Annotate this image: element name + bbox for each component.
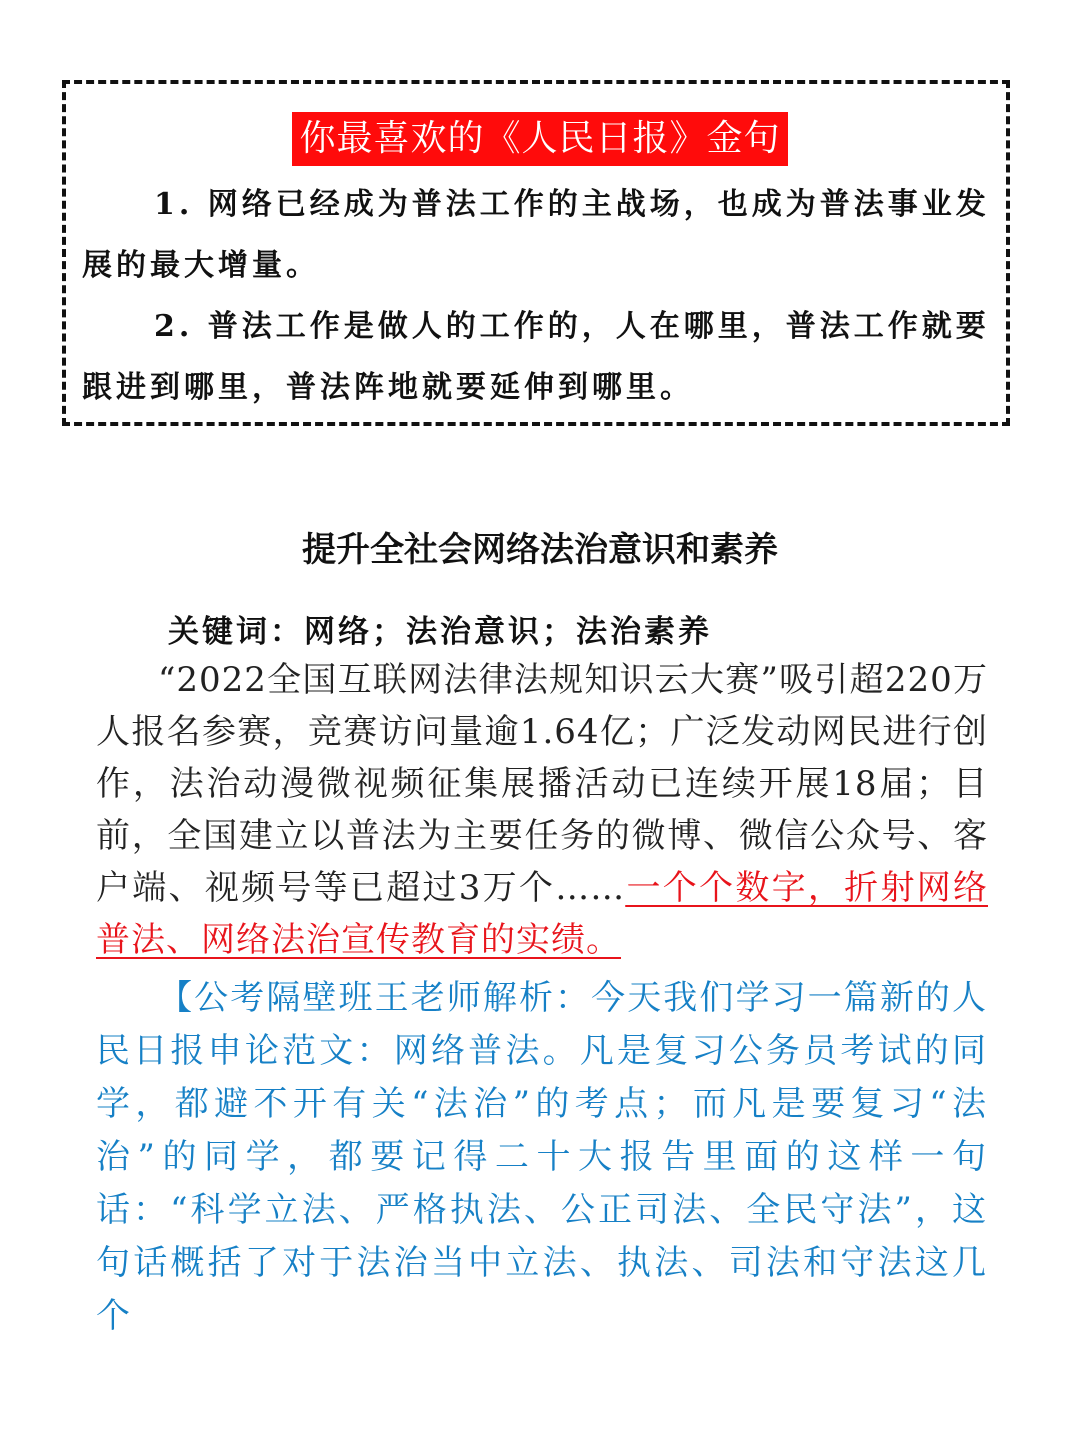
quote-item-1-text: 1. 网络已经成为普法工作的主战场，也成为普法事业发展的最大增量。 bbox=[82, 187, 990, 283]
body-highlight-text: 一个个数字，折射网络普法、网络法治宣传教育的实绩。 bbox=[96, 868, 988, 960]
teacher-analysis-paragraph bbox=[96, 972, 988, 1343]
article-keywords: 关键词：网络；法治意识；法治素养 bbox=[168, 614, 712, 650]
article-body-paragraph bbox=[96, 654, 988, 966]
article-title: 提升全社会网络法治意识和素养 bbox=[302, 530, 778, 570]
golden-quotes-box bbox=[62, 80, 1010, 426]
analysis-text: 【公考隔壁班王老师解析：今天我们学习一篇新的人民日报申论范文：网络普法。凡是复习公务员考试的同学，都避不开有关“法治”的考点；而凡是要复习“法治”的同学，都要记得二十大报告里面的这样一句话：“科学立法、严格执法、公正司法、全民守法”，这句话概括了对于法治当中立法、执法、司法和守法这几个 bbox=[96, 978, 988, 1336]
quote-item-2 bbox=[82, 296, 994, 418]
quote-box-title: 你最喜欢的《人民日报》金句 bbox=[292, 112, 788, 166]
body-plain-text: “2022全国互联网法律法规知识云大赛”吸引超220万人报名参赛，竞赛访问量逾1.64亿；广泛发动网民进行创作，法治动漫微视频征集展播活动已连续开展18届；目前，全国建立以普法为主要任务的微博、微信公众号、客户端、视频号等已超过3万个…… bbox=[96, 660, 988, 908]
quote-item-1 bbox=[82, 174, 994, 296]
quote-item-2-text: 2. 普法工作是做人的工作的，人在哪里，普法工作就要跟进到哪里，普法阵地就要延伸到哪里。 bbox=[82, 309, 990, 405]
